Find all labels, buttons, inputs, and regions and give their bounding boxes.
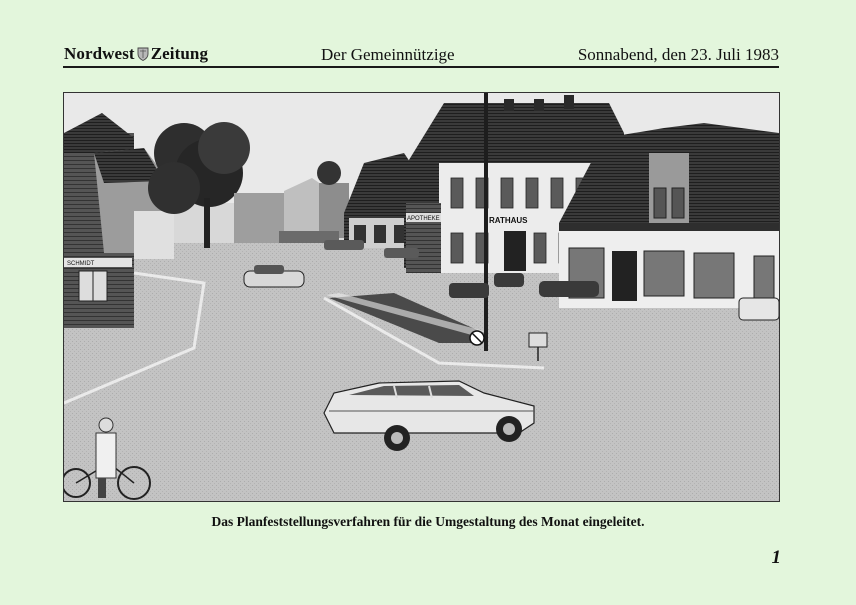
shop-sign: SCHMIDT — [67, 261, 95, 267]
newspaper-name — [64, 44, 208, 64]
photo-caption: Das Planfeststellungsverfahren für die Umgestaltung des Monat eingeleitet. — [211, 514, 645, 529]
masthead — [63, 42, 779, 68]
rathaus-sign: RATHAUS — [489, 216, 528, 225]
coat-of-arms-icon — [137, 47, 149, 61]
apotheke-sign: APOTHEKE — [407, 216, 440, 222]
town-square-photo — [63, 92, 780, 502]
newspaper-name-part1: Nordwest — [64, 44, 135, 63]
newspaper-name-part2: Zeitung — [150, 44, 209, 63]
section-title: Der Gemeinnützige — [321, 45, 455, 64]
page-number: 1 — [771, 547, 781, 568]
issue-date: Sonnabend, den 23. Juli 1983 — [577, 45, 779, 64]
